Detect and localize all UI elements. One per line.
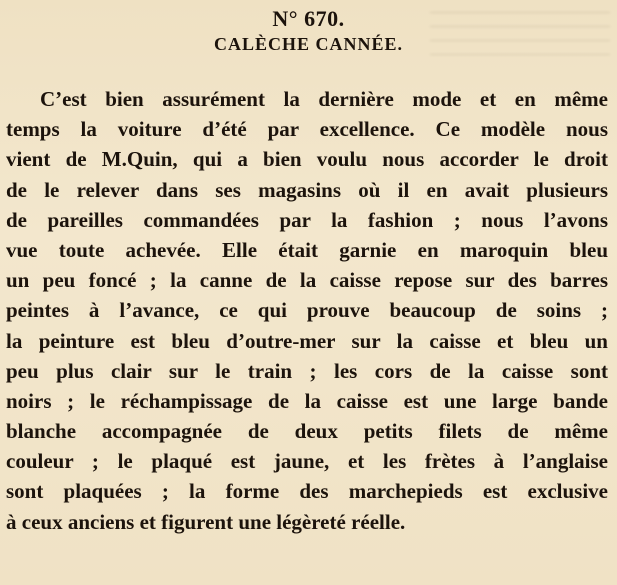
text-line: vue toute achevée. Elle était garnie en maroquin bleu bbox=[6, 237, 608, 262]
text-line: peintes à l’avance, ce qui prouve beaucoup de soins ; bbox=[6, 298, 608, 323]
text-line: à ceux anciens et figurent une légèreté réelle. bbox=[6, 509, 406, 534]
text-line: noirs ; le réchampissage de la caisse est une large bande bbox=[6, 388, 608, 413]
text-line: vient de M.Quin, qui a bien voulu nous accorder le droit bbox=[6, 147, 608, 172]
text-line: un peu foncé ; la canne de la caisse repose sur des barres bbox=[6, 268, 608, 293]
text-line: la peinture est bleu d’outre-mer sur la caisse et bleu un bbox=[6, 328, 608, 353]
text-line: de le relever dans ses magasins où il en avait plusieurs bbox=[6, 177, 608, 202]
text-line: peu plus clair sur le train ; les cors de la caisse sont bbox=[6, 358, 608, 383]
article-body bbox=[6, 84, 608, 537]
text-line: blanche accompagnée de deux petits filets de même bbox=[6, 419, 608, 444]
article-title: CALÈCHE CANNÉE. bbox=[213, 34, 404, 54]
text-line: couleur ; le plaqué est jaune, et les frètes à l’anglaise bbox=[6, 449, 608, 474]
text-line: de pareilles commandées par la fashion ; nous l’avons bbox=[6, 207, 608, 232]
plate-number: N° 670. bbox=[272, 6, 345, 31]
text-line: C’est bien assurément la dernière mode et en même bbox=[40, 87, 608, 111]
text-line: temps la voiture d’été par excellence. Ce modèle nous bbox=[6, 117, 608, 142]
text-line: sont plaquées ; la forme des marchepieds est exclusive bbox=[6, 479, 608, 504]
